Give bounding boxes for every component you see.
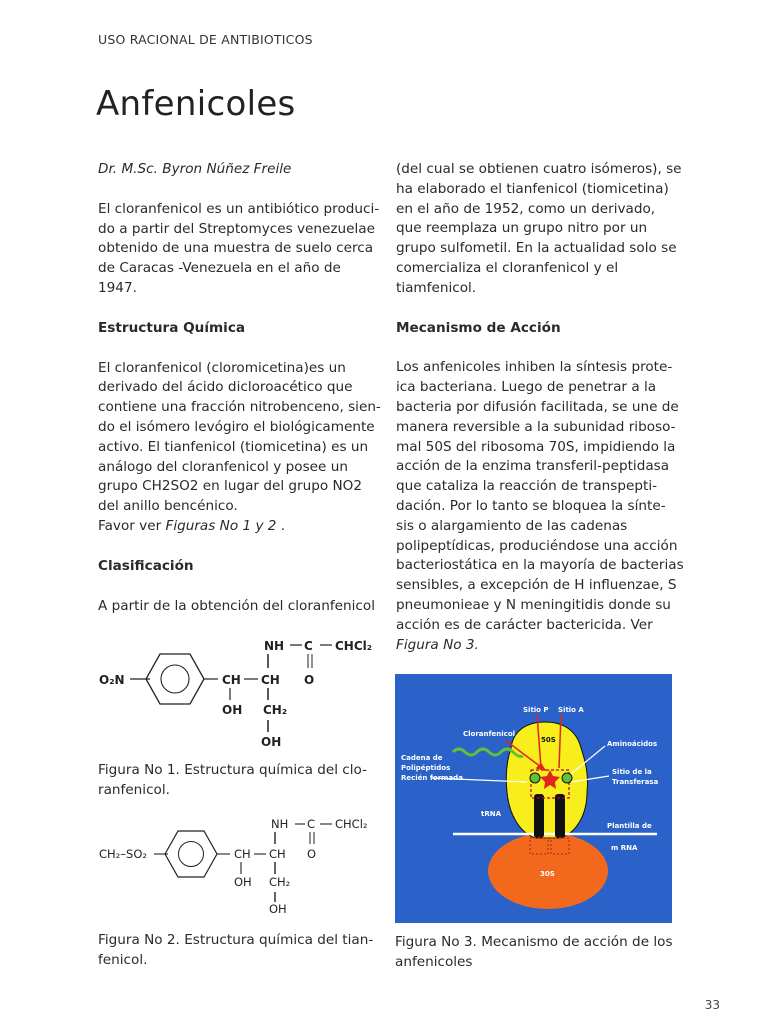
mec-line: ica bacteriana. Luego de penetrar a la (396, 379, 657, 396)
estructura-line: derivado del ácido dicloroacético que (98, 379, 353, 396)
fig2-ch-2: CH (269, 847, 286, 861)
mec-line: polipeptídicas, produciéndose una acción (396, 537, 678, 554)
label-cloranfenicol: Cloranfenicol (463, 730, 516, 738)
mec-line: Los anfenicoles inhiben la síntesis prote- (396, 359, 673, 376)
cont-line: en el año de 1952, como un derivado, (396, 200, 656, 217)
favor-suffix: . (276, 517, 286, 534)
fig1-caption-line: ranfenicol. (98, 781, 170, 798)
cont-line: ha elaborado el tianfenicol (tiomicetina) (396, 180, 669, 197)
trna-right (555, 794, 565, 838)
author: Dr. M.Sc. Byron Núñez Freile (98, 161, 292, 177)
mec-line: dación. Por lo tanto se bloquea la sínte- (396, 497, 666, 514)
cont-line: comercializa el cloranfenicol y el (396, 259, 619, 276)
intro-line: obtenido de una muestra de suelo cerca (98, 240, 374, 257)
fig2-o: O (307, 847, 317, 861)
fig1-ch2: CH₂ (263, 703, 288, 717)
figure-2-structure (96, 812, 396, 922)
mec-line: acción de la enzima transferil-peptidasa (396, 458, 670, 475)
running-header: USO RACIONAL DE ANTIBIOTICOS (98, 32, 313, 47)
intro-line: de Caracas -Venezuela en el año de (98, 260, 341, 277)
label-sitio-a: Sitio A (558, 706, 584, 714)
mec-line: acción es de carácter bactericida. Ver (396, 616, 653, 633)
mec-line: bacteria por difusión facilitada, se une de (396, 398, 679, 415)
figures-reference: Figuras No 1 y 2 (165, 517, 277, 534)
fig2-oh-1: OH (234, 875, 252, 889)
label-sitio-p: Sitio P (523, 706, 549, 714)
estructura-line: del anillo bencénico. (98, 498, 238, 515)
continuation-paragraph (396, 160, 686, 299)
mecanismo-paragraph (396, 358, 686, 655)
fig2-oh-2: OH (269, 902, 287, 916)
fig2-nh: NH (271, 817, 289, 831)
estructura-line: El cloranfenicol (cloromicetina)es un (98, 359, 346, 376)
mec-line: bacteriostática en la mayoría de bacterias (396, 557, 684, 574)
figure-2-caption (98, 931, 388, 971)
intro-line: El cloranfenicol es un antibiótico produci- (98, 200, 380, 217)
figure-3-mechanism-diagram (395, 674, 672, 923)
mec-line: que cataliza la reacción de transpepti- (396, 478, 658, 495)
benzene-ring (165, 831, 217, 877)
intro-line: 1947. (98, 279, 137, 296)
fig2-caption-line: Figura No 2. Estructura química del tian- (98, 932, 374, 948)
fig1-chcl2: CHCl₂ (335, 639, 373, 653)
fig1-o2n: O₂N (99, 673, 125, 687)
mec-line: sis o alargamiento de las cadenas (396, 517, 628, 534)
label-30s: 30S (540, 870, 555, 878)
estructura-line: do el isómero levógiro el biológicamente (98, 418, 375, 435)
fig2-caption-line: fenicol. (98, 951, 148, 968)
fig3-caption-line: anfenicoles (395, 953, 473, 970)
page-number: 33 (704, 998, 720, 1012)
estructura-line: activo. El tianfenicol (tiomicetina) es un (98, 438, 369, 455)
fig2-ch-1: CH (234, 847, 251, 861)
fig1-oh-2: OH (261, 735, 282, 749)
label-sitio-transferasa-2: Transferasa (612, 778, 659, 786)
label-cadena-1: Cadena de (401, 754, 443, 762)
figure-1-structure (96, 634, 396, 754)
estructura-paragraph (98, 359, 388, 537)
mec-line: sensibles, a excepción de H influenzae, S (396, 577, 677, 594)
label-aminoacidos: Aminoácidos (607, 740, 658, 748)
cont-line: que reemplaza un grupo nitro por un (396, 220, 648, 237)
label-mrna: m RNA (611, 844, 638, 852)
fig1-ch-1: CH (222, 673, 241, 687)
estructura-line: contiene una fracción nitrobenceno, sien- (98, 399, 381, 416)
estructura-line: grupo CH2SO2 en lugar del grupo NO2 (98, 478, 363, 495)
page-title: Anfenicoles (96, 84, 296, 124)
fig1-o: O (304, 673, 315, 687)
figure-1-caption (98, 761, 388, 801)
label-50s: 50S (541, 736, 556, 744)
heading-estructura: Estructura Química (98, 319, 246, 336)
trna-left (534, 794, 544, 838)
fig1-caption-line: Figura No 1. Estructura química del clo- (98, 762, 368, 778)
figure-3-reference: Figura No 3. (396, 636, 479, 653)
amino-acid (562, 773, 572, 783)
clasificacion-text: A partir de la obtención del cloranfenicol (98, 597, 375, 614)
label-cadena-2: Polipéptidos (401, 764, 451, 772)
amino-acid (530, 773, 540, 783)
label-plantilla: Plantilla de (607, 822, 652, 830)
benzene-ring (146, 654, 204, 704)
fig2-c: C (307, 817, 316, 831)
cont-line: grupo sulfometil. En la actualidad solo se (396, 240, 677, 257)
intro-line: do a partir del Streptomyces venezuelae (98, 220, 375, 237)
mec-line: manera reversible a la subunidad riboso- (396, 418, 676, 435)
fig1-oh-1: OH (222, 703, 243, 717)
heading-clasificacion: Clasificación (98, 557, 194, 574)
figure-3-caption (395, 933, 685, 973)
fig1-nh: NH (264, 639, 285, 653)
fig3-caption-line: Figura No 3. Mecanismo de acción de los (395, 934, 673, 950)
intro-paragraph (98, 200, 388, 299)
mec-line: pneumonieae y N meningitidis donde su (396, 596, 671, 613)
label-cadena-3: Recién formada (401, 774, 463, 782)
label-sitio-transferasa-1: Sitio de la (612, 768, 652, 776)
cont-line: (del cual se obtienen cuatro isómeros), se (396, 161, 682, 177)
left-column (98, 160, 388, 616)
estructura-line: análogo del cloranfenicol y posee un (98, 458, 348, 475)
mec-line: mal 50S del ribosoma 70S, impidiendo la (396, 438, 676, 455)
fig1-c: C (304, 639, 313, 653)
label-trna: tRNA (481, 810, 502, 818)
cont-line: tiamfenicol. (396, 279, 477, 296)
fig2-ch2: CH₂ (269, 875, 291, 889)
fig2-ch2so2: CH₂–SO₂ (99, 847, 147, 861)
favor-text: Favor ver (98, 517, 166, 534)
right-column (396, 160, 686, 655)
fig1-ch-2: CH (261, 673, 280, 687)
heading-mecanismo: Mecanismo de Acción (396, 319, 561, 336)
fig2-chcl2: CHCl₂ (335, 817, 368, 831)
